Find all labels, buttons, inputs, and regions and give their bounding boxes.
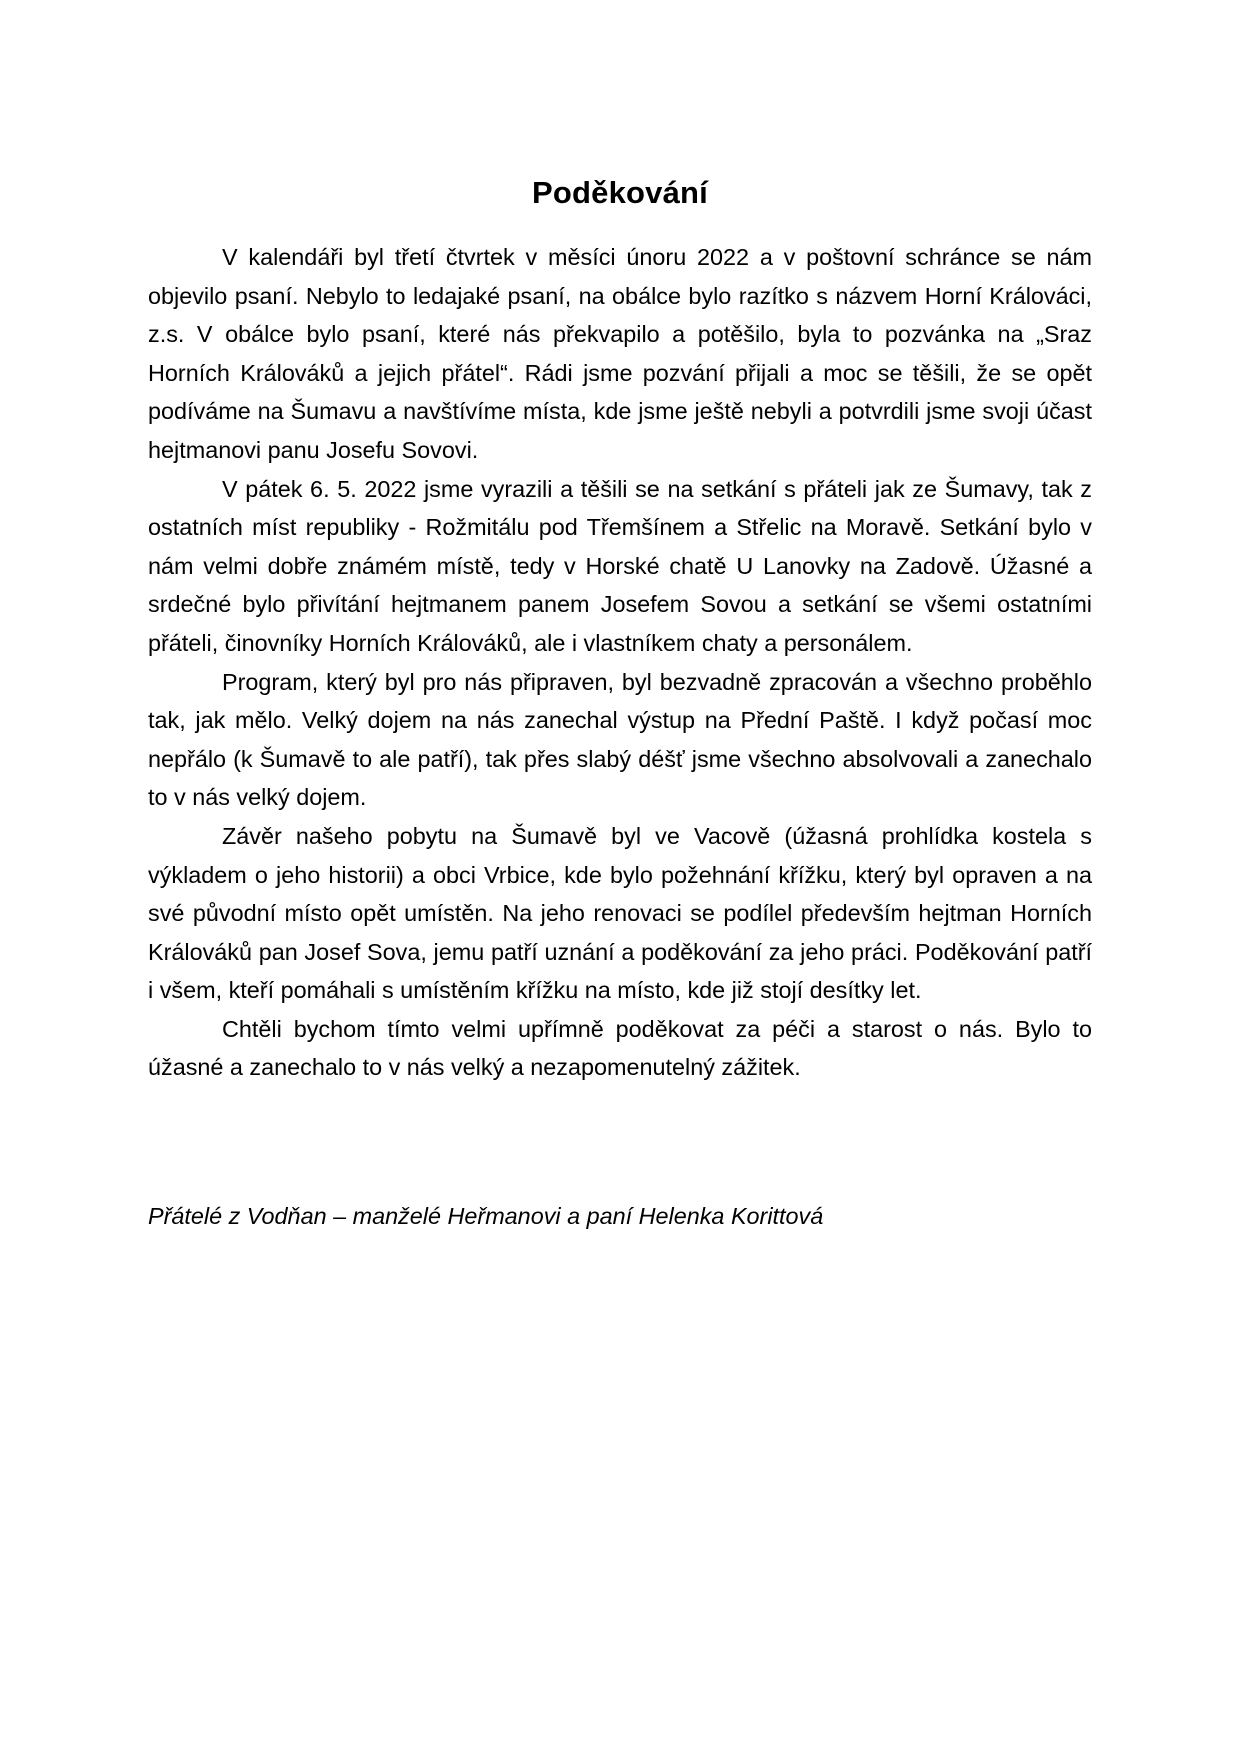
document-body: [148, 238, 1092, 1087]
signature: Přátelé z Vodňan – manželé Heřmanovi a paní Helenka Korittová: [148, 1203, 824, 1229]
paragraph-arrival: V pátek 6. 5. 2022 jsme vyrazili a těšili se na setkání s přáteli jak ze Šumavy, tak z ostatních míst republiky - Rožmitálu pod Třemšínem a Střelic na Moravě. Setkání bylo v nám velmi dobře známém místě, tedy v Horské chatě U Lanovky na Zadově. Úžasné a srdečné bylo přivítání hejtmanem panem Josefem Sovou a setkání se všemi ostatními přáteli, činovníky Horních Králováků, ale i vlastníkem chaty a personálem.: [148, 475, 1092, 656]
paragraph-invitation: V kalendáři byl třetí čtvrtek v měsíci únoru 2022 a v poštovní schránce se nám objevilo psaní. Nebylo to ledajaké psaní, na obálce bylo razítko s názvem Horní Králováci, z.s. V obálce bylo psaní, které nás překvapilo a potěšilo, byla to pozvánka na „Sraz Horních Králováků a jejich přátel“. Rádi jsme pozvání přijali a moc se těšili, že se opět podíváme na Šumavu a navštívíme místa, kde jsme ještě nebyli a potvrdili jsme svoji účast hejtmanovi panu Josefu Sovovi.: [148, 244, 1092, 463]
paragraph-thanks: Chtěli bychom tímto velmi upřímně poděkovat za péči a starost o nás. Bylo to úžasné a zanechalo to v nás velký a nezapomenutelný zážitek.: [148, 1015, 1092, 1081]
page-title: Poděkování: [532, 174, 708, 210]
paragraph-program: Program, který byl pro nás připraven, byl bezvadně zpracován a všechno proběhlo tak, jak mělo. Velký dojem na nás zanechal výstup na Přední Paště. I když počasí moc nepřálo (k Šumavě to ale patří), tak přes slabý déšť jsme všechno absolvovali a zanechalo to v nás velký dojem.: [148, 668, 1092, 811]
paragraph-conclusion: Závěr našeho pobytu na Šumavě byl ve Vacově (úžasná prohlídka kostela s výkladem o jeho historii) a obci Vrbice, kde bylo požehnání křížku, který byl opraven a na své původní místo opět umístěn. Na jeho renovaci se podílel především hejtman Horních Králováků pan Josef Sova, jemu patří uznání a poděkování za jeho práci. Poděkování patří i všem, kteří pomáhali s umístěním křížku na místo, kde již stojí desítky let.: [148, 822, 1092, 1004]
